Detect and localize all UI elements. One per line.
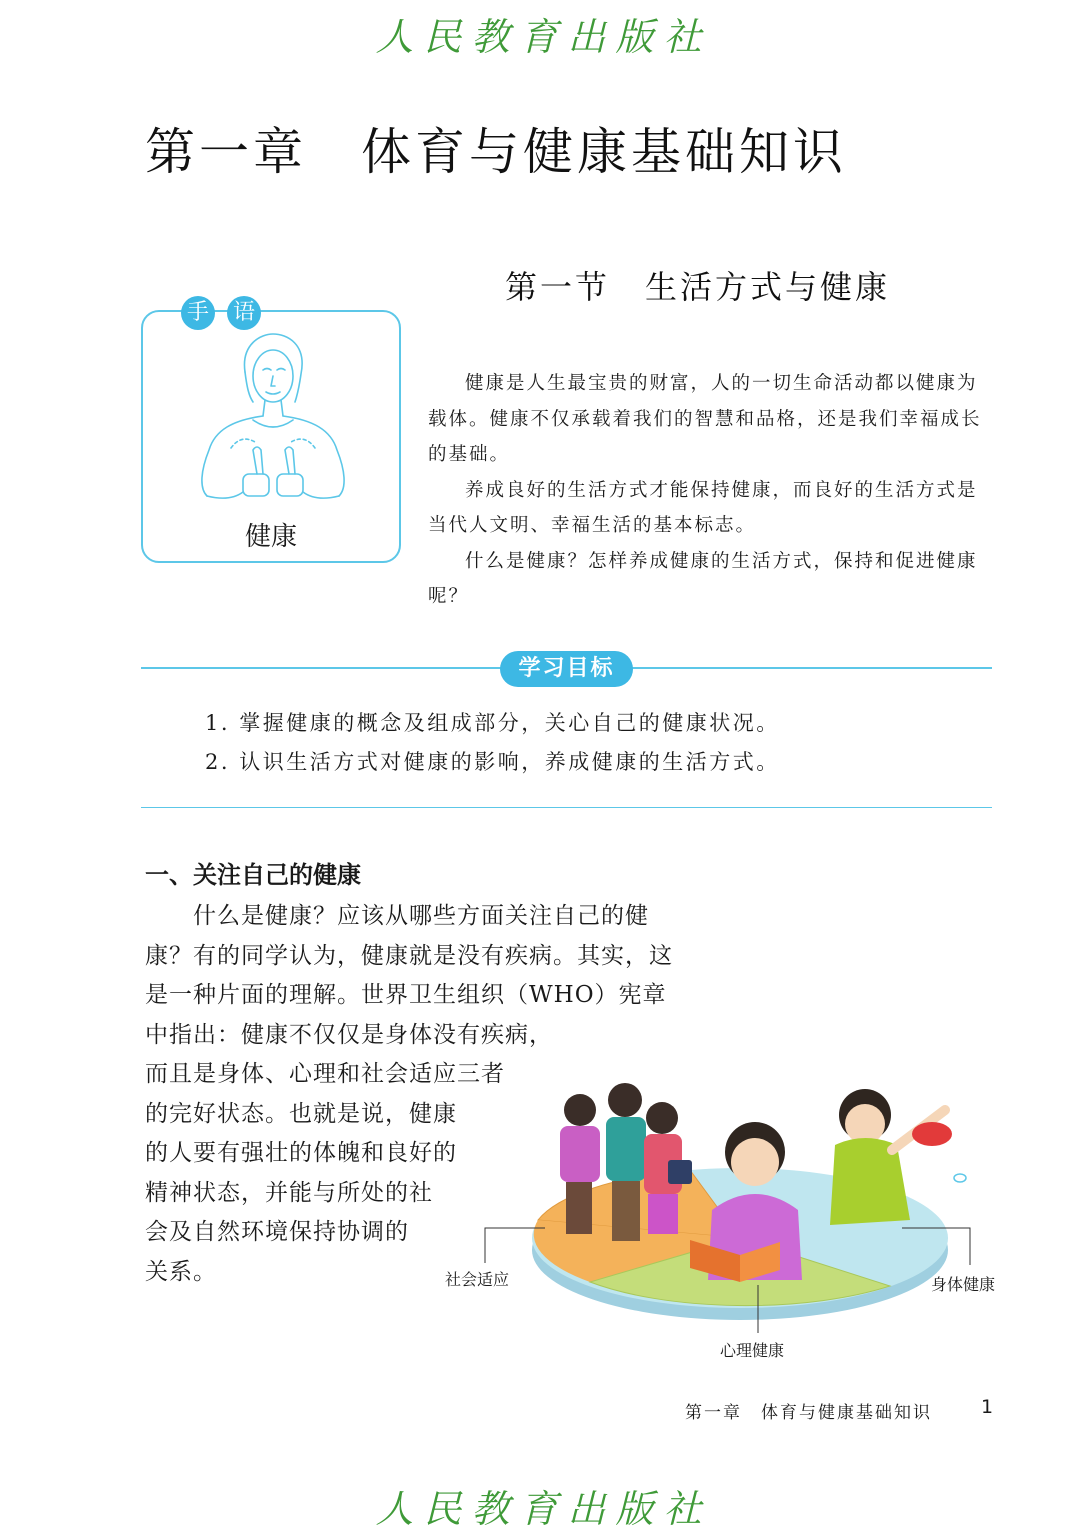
label-mental-health: 心理健康 [720,1341,785,1360]
goal-item: 1. 掌握健康的概念及组成部分，关心自己的健康状况。 [205,711,780,735]
publisher-logo-bottom: 人民教育出版社 [375,1487,712,1531]
section-title: 第一节 生活方式与健康 [505,268,891,306]
body-line: 而且是身体、心理和社会适应三者 [145,1061,505,1087]
subsection-heading: 一、关注自己的健康 [145,861,361,889]
health-pie-illustration [440,1050,1020,1370]
sign-language-figure-icon [173,330,373,510]
running-footer: 第一章 体育与健康基础知识 [685,1403,932,1423]
body-line: 是一种片面的理解。世界卫生组织（WHO）宪章 [145,982,667,1008]
body-line: 会及自然环境保持协调的 [145,1219,409,1245]
table-tennis-student-icon [830,1089,966,1225]
publisher-logo-top: 人民教育出版社 [375,15,712,59]
label-physical-health: 身体健康 [931,1275,996,1294]
learning-goals-badge: 学习目标 [500,651,633,687]
body-line: 的完好状态。也就是说，健康 [145,1100,457,1127]
body-line: 中指出：健康不仅仅是身体没有疾病， [145,1021,553,1048]
intro-paragraph: 什么是健康？怎样养成健康的生活方式，保持和促进健康呢？ [428,550,978,607]
sign-badge-hand: 手 [181,296,215,330]
page-number: 1 [981,1396,994,1418]
sign-badge-language: 语 [227,296,261,330]
body-line: 康？有的同学认为，健康就是没有疾病。其实，这 [145,942,673,969]
sign-language-box [141,300,401,563]
body-line: 的人要有强壮的体魄和良好的 [145,1140,457,1166]
body-line: 什么是健康？应该从哪些方面关注自己的健 [145,903,649,929]
body-line: 关系。 [145,1258,217,1285]
goals-bottom-rule [141,807,992,808]
label-social-adaptation: 社会适应 [445,1270,510,1289]
intro-text [428,366,993,615]
body-line: 精神状态，并能与所处的社 [145,1179,433,1206]
goal-item: 2. 认识生活方式对健康的影响，养成健康的生活方式。 [205,750,780,774]
intro-paragraph: 健康是人生最宝贵的财富，人的一切生命活动都以健康为载体。健康不仅承载着我们的智慧和品格，还是我们幸福成长的基础。 [428,373,982,465]
intro-paragraph: 养成良好的生活方式才能保持健康，而良好的生活方式是当代人文明、幸福生活的基本标志。 [428,479,978,536]
students-group-icon [560,1083,692,1241]
chapter-title: 第一章 体育与健康基础知识 [145,123,847,181]
sign-language-word: 健康 [244,522,297,552]
